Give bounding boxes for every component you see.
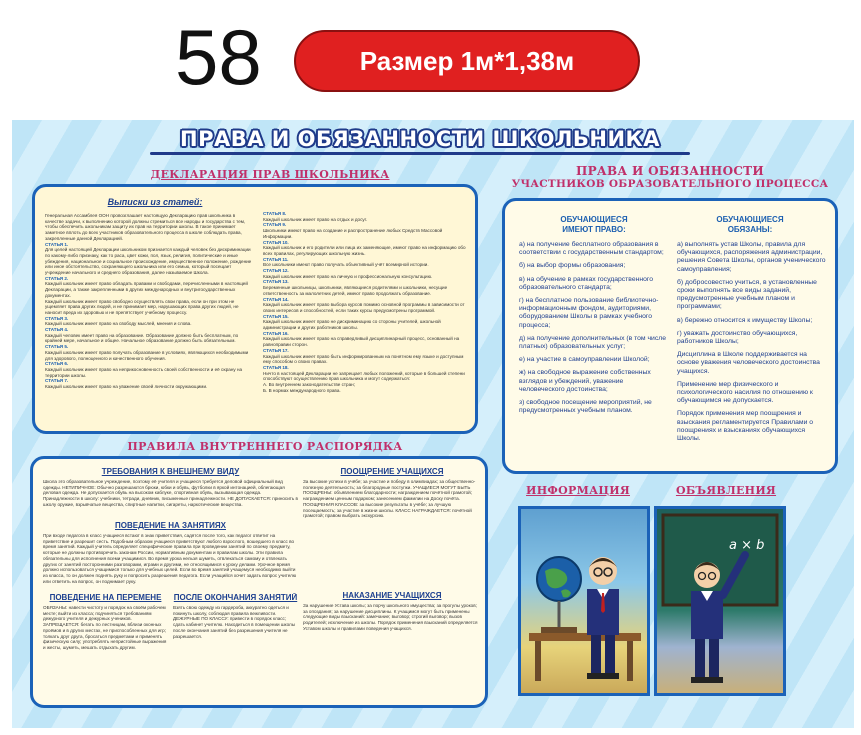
article-heading: СТАТЬЯ 15. [263, 313, 289, 319]
article-text: Каждый школьник имеет право выбора курсов помимо основной программы в зависимости от своих интересов и способностей, если таких курсы предусмотрены программой. [263, 302, 465, 313]
duties-heading [675, 215, 825, 235]
article-text: Каждый школьник имеет право на неприкосновенность своей собственности и её охрану на территории школы. [45, 366, 243, 378]
announcements-picture-panel [654, 506, 786, 696]
article-heading: СТАТЬЯ 18. [263, 364, 289, 370]
declaration-title: ДЕКЛАРАЦИЯ ПРАВ ШКОЛЬНИКА [150, 168, 390, 181]
rules-section-title: ПОСЛЕ ОКОНЧАНИЯ ЗАНЯТИЙ [173, 593, 298, 602]
participants-title-line1: ПРАВА И ОБЯЗАННОСТИ [575, 164, 765, 178]
article-text: Генеральная Ассамблея ООН провозглашает настоящую Декларацию прав школьника в качестве задачи, к выполнению которой должны стремиться все народы и государства с тем, чтобы обеспечить школьникам защиту их прав на территории школы. В такое принимает заметное вплоть до всех участников образовательного процесса в школе соблюдать права, закрепленные данной Декларацией. [45, 213, 246, 241]
duties-item: а) выполнять устав Школы, правила для обучающихся, распоряжения администрации, решения Совета Школы, органов ученического самоуправления; [677, 241, 826, 273]
rights-item: д) на получение дополнительных (в том числе платных) образовательных услуг; [519, 334, 666, 351]
size-label: Размер 1м*1,38м [359, 45, 575, 76]
schoolboy-globe-illustration [521, 509, 647, 693]
article-heading: СТАТЬЯ 3. [45, 315, 69, 321]
article-heading: СТАТЬЯ 10. [263, 239, 289, 245]
rights-item: б) на выбор формы образования; [519, 262, 626, 270]
declaration-left-column [45, 213, 255, 431]
article-heading: СТАТЬЯ 16. [263, 330, 289, 336]
rules-section [303, 591, 481, 705]
article-text: Каждый школьник имеет право на личную и профессиональную консультацию. [263, 273, 433, 279]
article-heading: СТАТЬЯ 12. [263, 268, 289, 274]
rules-section-title: ТРЕБОВАНИЯ К ВНЕШНЕМУ ВИДУ [101, 467, 240, 476]
size-badge [294, 30, 640, 92]
rights-item: в) на обучение в рамках государственного образовательного стандарта; [519, 275, 653, 291]
rules-section [43, 593, 168, 705]
article-text: Б. В нормах международного права. [263, 387, 341, 393]
blackboard-formula: a × b [729, 538, 765, 553]
rules-section [43, 467, 298, 517]
article-text: Каждый школьник имеет право обладать правами и свободами, перечисленными в настоящей Декларации, а также закрепленными в других международных и внутригосударственных документах. [45, 281, 248, 298]
duties-item: Применение мер физического и психологического насилия по отношению к обучающимся не допускается. [677, 380, 813, 405]
info-picture-panel [518, 506, 650, 696]
rules-section [303, 467, 481, 587]
rules-section-title: ПОВЕДЕНИЕ НА ЗАНЯТИЯХ [114, 521, 227, 530]
rules-section-title: ПОВЕДЕНИЕ НА ПЕРЕМЕНЕ [49, 593, 162, 602]
rights-list [519, 241, 669, 471]
article-heading: СТАТЬЯ 2. [45, 275, 69, 281]
rights-item: г) на бесплатное пользование библиотечно-информационным фондом, аудиториями, оборудованием Школы в рамках учебного процесса; [519, 297, 659, 329]
article-heading: СТАТЬЯ 1. [45, 241, 69, 247]
declaration-panel [32, 184, 478, 434]
rules-section [173, 593, 298, 705]
rules-section-title: НАКАЗАНИЕ УЧАЩИХСЯ [342, 591, 442, 600]
article-heading: СТАТЬЯ 5. [45, 344, 69, 350]
article-text: А. Во внутреннем законодательстве стран; [263, 382, 355, 388]
article-text: Каждый школьник и его родители или лица их заменяющие, имеют право на информацию обо всех правилах, регулирующих школьную жизнь. [263, 245, 466, 256]
info-title: ИНФОРМАЦИЯ [526, 484, 630, 497]
duties-item: Порядок применения мер поощрения и взыскания регламентируется Правилами о поощрениях и взысканиях обучающихся Школы. [677, 410, 814, 443]
rules-section-text: Взять свою одежду из гардероба, аккуратно одеться и покинуть школу, соблюдая правила вежливости. ДЕЖУРНЫЕ ПО КЛАССУ: привести в порядок класс; сдать кабинет учителю. Находиться в помещении школы после окончания занятий без разрешения учителя не разрешается. [173, 605, 296, 639]
participants-panel [502, 198, 838, 474]
article-text: Беременные школьницы, школьники, являющиеся родителями и школьники, несущие ответственность за малолетних детей, имеют право продолжать образование. [263, 285, 448, 296]
article-text: Каждый школьник имеет право на уважение своей личности окружающими. [45, 384, 208, 390]
rights-heading [519, 215, 669, 235]
announcements-title: ОБЪЯВЛЕНИЯ [675, 484, 777, 497]
rules-sections [33, 459, 485, 705]
article-text: Все школьники имеют право получать объективный учёт всемирной истории. [263, 262, 429, 268]
article-heading: СТАТЬЯ 14. [263, 296, 289, 302]
participants-title-line2: УЧАСТНИКОВ ОБРАЗОВАТЕЛЬНОГО ПРОЦЕССА [511, 178, 829, 190]
duties-heading-line1: ОБУЧАЮЩИЕСЯ [716, 215, 784, 224]
article-text: Каждый школьник имеет право на справедливый дисциплинарный процесс, основанный на равноправии сторон. [263, 336, 460, 348]
rights-item: з) свободное посещение мероприятий, не предусмотренных учебным планом. [519, 399, 652, 415]
article-heading: СТАТЬЯ 11. [263, 256, 289, 262]
article-text: Каждый школьник имеет право не дискриминацию со стороны учителей, школьной администрации и других работников школы. [263, 319, 441, 331]
title-underline [150, 152, 690, 155]
article-text: Каждый школьник имеет право на свободу мыслей, мнения и слова. [45, 321, 192, 327]
duties-list [677, 241, 827, 471]
article-text: Каждый человек имеет право на образование. Образование должно быть бесплатным, по крайней мере, начальное и общее. Начальное образование должно быть обязательным. [45, 332, 239, 344]
declaration-right-column [263, 211, 468, 431]
declaration-subtitle: Выписки из статей: [107, 197, 203, 207]
article-heading: СТАТЬЯ 17. [263, 347, 289, 353]
rules-section-text: Школа это образовательное учреждение, поэтому её учителя и учащиеся требуется деловой официальный вид одежды. НЕТИПИЧНОЕ: Обычно разрешаются брюки, юбки и обувь, футболки в яркой интонацией, облегающая деловая одежда. Не допускается обувь на высоком каблуке, спортивная обувь, вызывающая одежда. Принадлежности в школу: учебники, тетради, дневник, письменные принадлежности. НЕ ДОПУСКАЕТСЯ: приносить в школу оружие, взрывчатые вещества, спиртные напитки, сигареты, наркотические вещества. [43, 479, 298, 507]
duties-heading-line2: ОБЯЗАНЫ: [727, 225, 773, 234]
article-heading: СТАТЬЯ 6. [45, 361, 69, 367]
rules-section-text: ОБЯЗАНЫ: навести чистоту и порядок на своём рабочем месте; выйти из класса; подчиняться требованиям дежурного учителя и дежурных учеников. ЗАПРЕЩАЕТСЯ: бегать по лестницам, вблизи оконных проёмов и в других местах, не приспособленных для игр; толкать друг друга, бросаться предметами и применять физическую силу; употреблять непристойные выражения и жесты, шуметь, мешать отдыхать другим. [43, 605, 167, 650]
duties-item: в) бережно относится к имуществу Школы; [677, 316, 813, 324]
article-text: Школьники имеют право на создание и распространение любых Средств Массовой Информации. [263, 228, 443, 239]
rules-section [43, 521, 298, 589]
article-heading: СТАТЬЯ 4. [45, 327, 69, 333]
article-text: Для целей настоящей Декларации школьником признается каждый человек без дискриминации по какому-либо признаку, как то раса, цвет кожи, пол, язык, религия, политические и иные убеждения, национальное и социальное происхождение, имущественное положение, рождение или иное обстоятельство, сохраняющего школьника или его семью, который посещает учреждение начального и среднего образования, далее называемое Школа. [45, 247, 252, 276]
article-text: Каждый школьник имеет право свободно осуществлять свои права, если он при этом не ущемляет права других людей, и не принимает мер, нарушающих права других людей, не наносит вреда их здоровью и не препятствует учебному процессу. [45, 298, 239, 315]
rules-section-text: При входе педагога в класс учащиеся встают в знак приветствия, садятся после того, как педагог ответит на приветствие и разрешит сесть. Подобным образом учащиеся приветствуют любого взрослого, вошедшего в класс во время занятий. Каждый учитель определяет специфические правила при проведении занятий по своему предмету, которые не должны противоречить законам России, нормативным документам и правилам школы. Эти правила обязательны для исполнения всеми учащимися. Во время урока нельзя шуметь, отвлекаться самому и отвлекать других от занятий посторонними разговорами, играми и другими, не относящимися к уроку делами. Урочное время должно использоваться учащимися только для учебных целей. Если во время занятий учащемуся необходимо выйти из класса, то он должен поднять руку и попросить разрешения педагога. Если учащийся хочет задать вопрос учителю или ответить на вопрос, он поднимает руку. [43, 533, 297, 584]
rules-section-text: За нарушение Устава школы; за порчу школьного имущества; за прогулы уроков; за опоздания; за нарушение дисциплины. К учащимся могут быть применены следующие виды взысканий: замечание; выговор; строгий выговор; вызов родителей; исключение из школы. Порядок применения взысканий определяется Уставом школы и правилами поведения учащихся. [303, 603, 478, 631]
article-text: Каждый школьник имеет право получать образование в условиях, являющихся необходимыми для здорового, полноценного и качественного обучения. [45, 349, 249, 361]
rules-section-text: За высокие успехи в учёбе; за участие и победу в олимпиадах; за общественно-полезную деятельность; за благородные поступки. УЧАЩИЕСЯ МОГУТ БЫТЬ ПООЩРЕНЫ: объявлением благодарности; награждением почётной грамотой; награждением ценным подарком; занесением фамилии на Доску почёта. ПООЩРЕНИЯ КЛАССОВ: за высокие результаты в учёбе; за лучшую посещаемость; за участие в жизни школы. КЛАСС НАГРАЖДАЕТСЯ: почётной грамотой; правом выбрать экскурсию. [303, 479, 476, 519]
rights-item: а) на получение бесплатного образования в соответствии с государственным стандартом; [519, 241, 664, 257]
rules-title: ПРАВИЛА ВНУТРЕННЕГО РАСПОРЯДКА [127, 440, 403, 453]
article-heading: СТАТЬЯ 13. [263, 279, 289, 285]
rules-section-title: ПООЩРЕНИЕ УЧАЩИХСЯ [340, 467, 444, 476]
rights-item: ж) на свободное выражение собственных взглядов и убеждений, уважение человеческого достоинства; [519, 369, 651, 393]
article-heading: СТАТЬЯ 7. [45, 378, 69, 384]
article-text: Каждый школьник имеет право на отдых и досуг. [263, 216, 368, 222]
article-text: Ничто в настоящей Декларации не запрещает любых положений, которые в большей степени способствуют осуществлению прав школьника и могут содержаться: [263, 370, 465, 382]
duties-item: б) добросовестно учиться, в установленные сроки выполнять все виды заданий, предусмотренные учебным планом и программами; [677, 278, 817, 311]
article-heading: СТАТЬЯ 8. [263, 211, 287, 216]
duties-item: г) уважать достоинство обучающихся, работников Школы; [677, 329, 798, 346]
duties-item: Дисциплина в Школе поддерживается на основе уважения человеческого достоинства учащихся. [677, 351, 820, 375]
main-title: ПРАВА И ОБЯЗАННОСТИ ШКОЛЬНИКА [180, 127, 660, 151]
rights-heading-line1: ОБУЧАЮЩИЕСЯ [560, 215, 628, 224]
rules-panel [30, 456, 488, 708]
article-text: Каждый школьник имеет право быть информированным на понятном ему языке и доступным ему способом о своих правах. [263, 353, 464, 365]
rights-heading-line2: ИМЕЮТ ПРАВО: [562, 225, 626, 234]
rights-item: е) на участие в самоуправлении Школой; [519, 356, 650, 364]
schoolboy-blackboard-illustration [657, 509, 783, 693]
article-heading: СТАТЬЯ 9. [263, 222, 287, 228]
poster-number: 58 [175, 13, 262, 101]
